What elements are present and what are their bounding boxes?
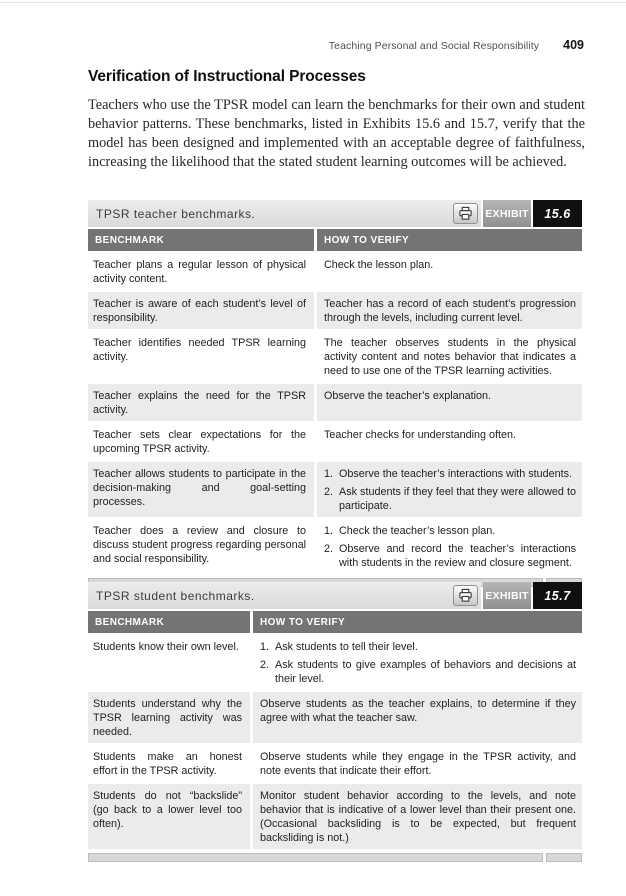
table-row [88, 253, 582, 290]
verify-item [324, 485, 576, 513]
benchmark-cell: Students make an honest effort in the TPSR activity. [88, 745, 250, 782]
benchmark-cell: Teacher allows students to participate in the decision-making and goal-setting processes. [88, 462, 314, 517]
verify-item: Observe the teacher’s explanation. [324, 390, 492, 402]
table-header-row [88, 611, 582, 633]
verify-cell [253, 692, 582, 743]
verify-item-text: Observe the teacher’s interactions with students. [339, 468, 573, 480]
verify-item: The teacher observes students in the physical activity content and notes behavior that indicates a need to use one of the TPSR learning activities. [324, 337, 576, 377]
print-button[interactable] [453, 203, 478, 224]
page-top-edge [0, 2, 626, 3]
verify-item-text: Ask students if they feel that they were allowed to participate. [339, 486, 576, 512]
table-body [88, 635, 582, 849]
exhibit-caption: TPSR teacher benchmarks. [96, 206, 256, 221]
exhibit-caption-bar [88, 200, 481, 227]
intro-paragraph: Teachers who use the TPSR model can learn the benchmarks for their own and student behavior patterns. These benchmarks, listed in Exhibits 15.6 and 15.7, verify that the model has been designed and implemented with an acceptable degree of faithfulness, increasing the likelihood that the stated student learning outcomes will be achieved. [88, 97, 585, 170]
verify-item-number: 2. [260, 659, 270, 671]
printer-icon [458, 206, 473, 221]
benchmark-cell: Students know their own level. [88, 635, 250, 690]
exhibit-label-badge: EXHIBIT [483, 582, 531, 609]
table-row [88, 384, 582, 421]
footer-bar-short-segment [546, 853, 582, 862]
verify-cell [317, 384, 582, 421]
column-header-how-to-verify: HOW TO VERIFY [253, 611, 582, 633]
table-row [88, 519, 582, 574]
verify-cell [317, 292, 582, 329]
benchmark-cell: Teacher explains the need for the TPSR activity. [88, 384, 314, 421]
verify-item: Teacher checks for understanding often. [324, 429, 517, 441]
exhibit-footer-bar [88, 853, 582, 862]
exhibit-number-badge: 15.7 [533, 582, 582, 609]
verify-cell [253, 784, 582, 849]
verify-item [324, 542, 576, 570]
verify-item-number: 2. [324, 486, 334, 498]
benchmark-cell: Teacher plans a regular lesson of physical activity content. [88, 253, 314, 290]
verify-item: Monitor student behavior according to the levels, and note behavior that is indicative of a lower level than their present one. (Occasional backsliding is to be expected, but frequent backsliding is not.) [260, 790, 576, 844]
table-row [88, 784, 582, 849]
exhibit-number-badge: 15.6 [533, 200, 582, 227]
verify-cell [317, 519, 582, 574]
exhibit-label-badge: EXHIBIT [483, 200, 531, 227]
printer-icon [458, 588, 473, 603]
verify-cell [253, 745, 582, 782]
verify-item: Observe students while they engage in the TPSR activity, and note events that indicate their effort. [260, 751, 576, 777]
table-row [88, 331, 582, 382]
verify-item-number: 1. [324, 468, 334, 480]
exhibit-15-6 [88, 200, 582, 587]
verify-item [324, 467, 576, 481]
verify-item: Observe students as the teacher explains, to determine if they agree with what the teacher saw. [260, 698, 576, 724]
verify-cell [317, 253, 582, 290]
verify-cell [317, 331, 582, 382]
exhibit-caption-row [88, 200, 582, 227]
section-title: Verification of Instructional Processes [88, 68, 366, 85]
benchmark-cell: Teacher sets clear expectations for the upcoming TPSR activity. [88, 423, 314, 460]
verify-item [324, 524, 576, 538]
column-header-benchmark: BENCHMARK [88, 229, 314, 251]
verify-cell [317, 423, 582, 460]
verify-item [260, 640, 576, 654]
verify-cell [317, 462, 582, 517]
exhibit-caption-row [88, 582, 582, 609]
table-row [88, 745, 582, 782]
exhibit-15-7 [88, 582, 582, 862]
benchmark-cell: Teacher does a review and closure to discuss student progress regarding personal and social responsibility. [88, 519, 314, 574]
verify-item: Check the lesson plan. [324, 259, 434, 271]
benchmark-cell: Students understand why the TPSR learning activity was needed. [88, 692, 250, 743]
exhibit-caption-bar [88, 582, 481, 609]
verify-cell [253, 635, 582, 690]
table-row [88, 462, 582, 517]
table-row [88, 635, 582, 690]
verify-item-text: Check the teacher’s lesson plan. [339, 525, 496, 537]
column-header-how-to-verify: HOW TO VERIFY [317, 229, 582, 251]
verify-item-text: Ask students to give examples of behaviors and decisions at their level. [275, 659, 576, 685]
page-number: 409 [563, 38, 584, 52]
running-head [329, 38, 584, 52]
footer-bar-long-segment [88, 853, 543, 862]
exhibit-caption: TPSR student benchmarks. [96, 588, 255, 603]
verify-item-number: 1. [324, 525, 334, 537]
verify-item-text: Observe and record the teacher’s interactions with students in the review and closure segment. [339, 543, 576, 569]
verify-item [260, 658, 576, 686]
print-button[interactable] [453, 585, 478, 606]
benchmark-cell: Teacher is aware of each student’s level of responsibility. [88, 292, 314, 329]
column-header-benchmark: BENCHMARK [88, 611, 250, 633]
table-row [88, 423, 582, 460]
verify-item-number: 2. [324, 543, 334, 555]
table-row [88, 292, 582, 329]
running-head-title: Teaching Personal and Social Responsibility [328, 40, 540, 52]
table-header-row [88, 229, 582, 251]
benchmark-cell: Teacher identifies needed TPSR learning activity. [88, 331, 314, 382]
table-body [88, 253, 582, 574]
benchmark-cell: Students do not “backslide” (go back to a lower level too often). [88, 784, 250, 849]
verify-item: Teacher has a record of each student’s progression through the levels, including current level. [324, 298, 576, 324]
verify-item-text: Ask students to tell their level. [275, 641, 418, 653]
table-row [88, 692, 582, 743]
verify-item-number: 1. [260, 641, 270, 653]
